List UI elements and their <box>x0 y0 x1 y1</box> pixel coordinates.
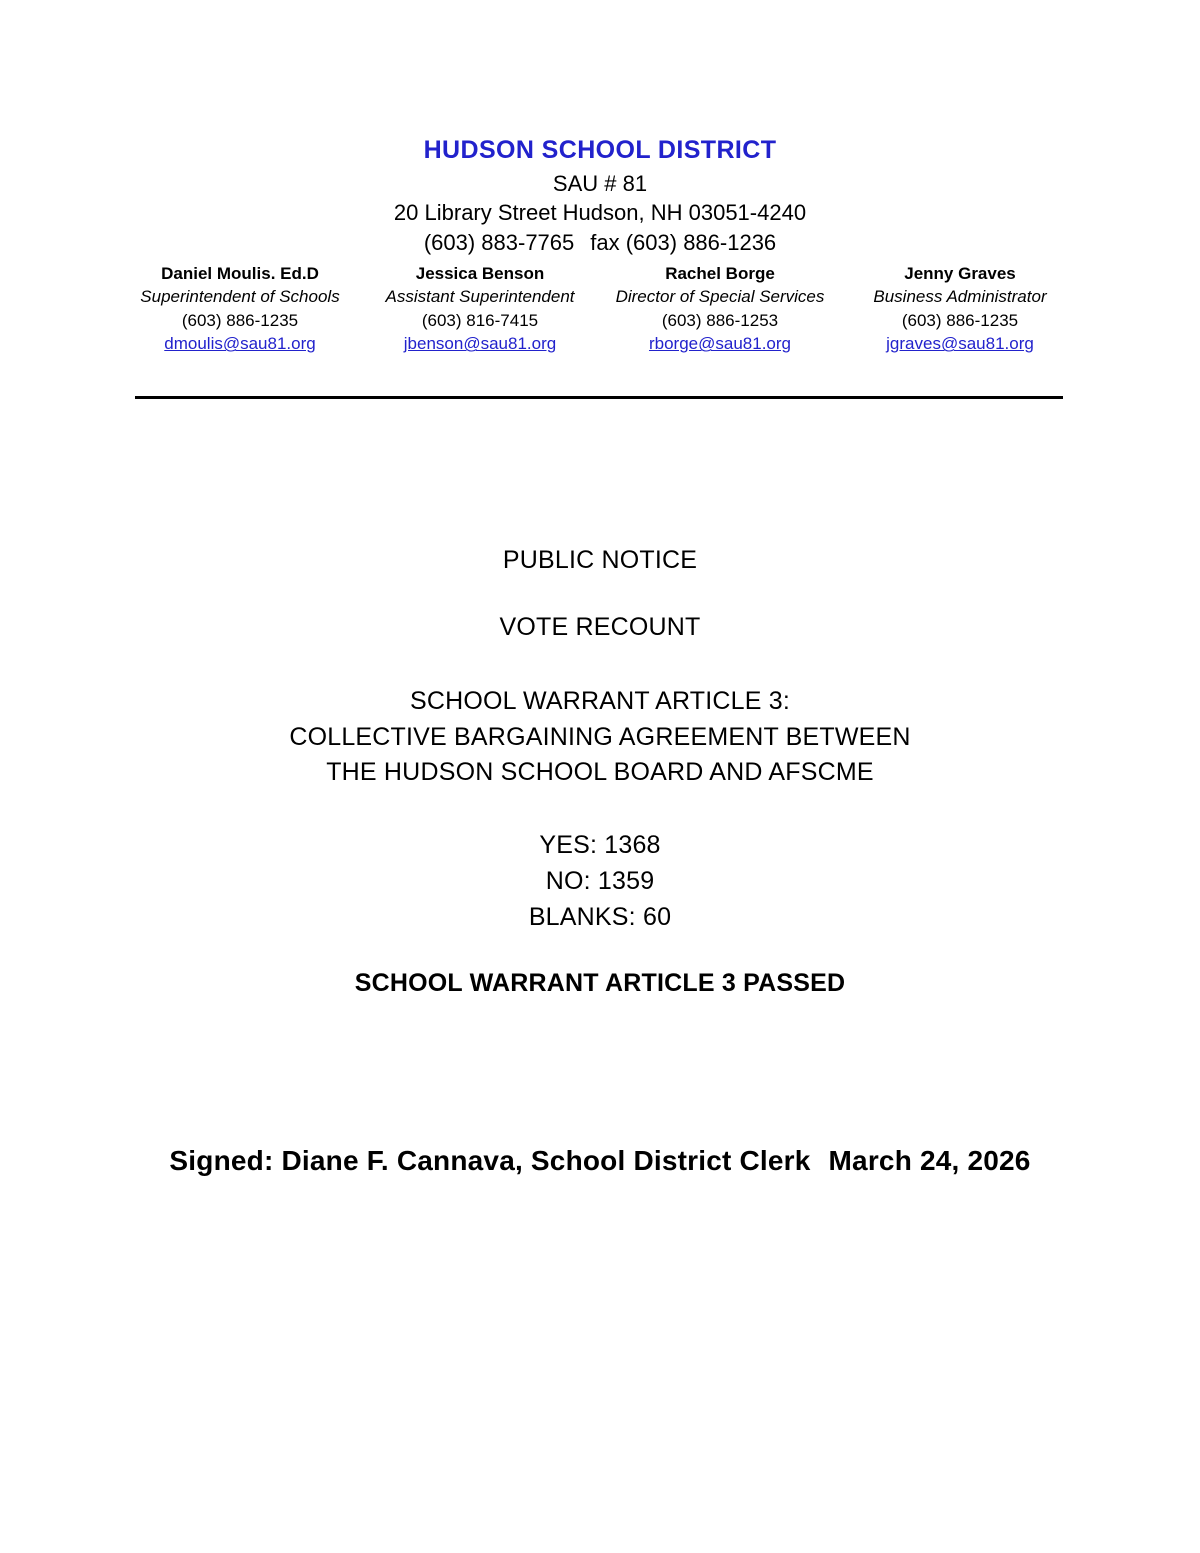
staff-name: Jessica Benson <box>415 264 545 283</box>
spacer <box>0 791 1200 827</box>
warrant-article-block <box>0 684 1200 791</box>
vote-tally-block <box>0 827 1200 935</box>
staff-title: Assistant Superintendent <box>385 287 575 307</box>
sau-number: SAU # 81 <box>552 171 648 196</box>
vote-result-status: SCHOOL WARRANT ARTICLE 3 PASSED <box>354 968 846 997</box>
district-phone: (603) 883-7765 <box>423 229 575 255</box>
staff-title: Director of Special Services <box>615 287 825 307</box>
district-contact-line <box>0 228 1200 257</box>
header-divider-rule <box>135 396 1063 399</box>
staff-column-business-administrator <box>840 262 1080 356</box>
notice-body <box>0 548 1200 998</box>
staff-phone: (603) 886-1235 <box>181 310 299 330</box>
staff-name: Daniel Moulis. Ed.D <box>161 264 319 283</box>
staff-email-link[interactable]: dmoulis@sau81.org <box>164 334 316 354</box>
vote-count-no: NO: 1359 <box>545 866 655 895</box>
staff-column-assistant-superintendent <box>360 262 600 356</box>
letterhead <box>0 138 1200 257</box>
signature-line <box>0 1145 1200 1177</box>
staff-name: Jenny Graves <box>904 264 1016 283</box>
warrant-article-line-2: COLLECTIVE BARGAINING AGREEMENT BETWEEN <box>289 722 911 751</box>
spacer <box>0 573 1200 615</box>
signatory-name-and-role: Signed: Diane F. Cannava, School District Clerk <box>169 1145 811 1176</box>
district-fax: fax (603) 886-1236 <box>590 229 777 255</box>
staff-title: Business Administrator <box>873 287 1047 307</box>
staff-title: Superintendent of Schools <box>140 287 340 307</box>
staff-phone: (603) 886-1235 <box>901 310 1019 330</box>
notice-subtitle: VOTE RECOUNT <box>499 613 701 641</box>
page-title: PUBLIC NOTICE <box>502 546 698 574</box>
spacer <box>0 640 1200 684</box>
staff-email-link[interactable]: jgraves@sau81.org <box>886 334 1034 354</box>
staff-contact-row <box>120 262 1080 356</box>
warrant-article-line-3: THE HUDSON SCHOOL BOARD AND AFSCME <box>326 758 874 786</box>
vote-count-blanks: BLANKS: 60 <box>528 902 672 931</box>
staff-column-special-services <box>600 262 840 356</box>
vote-count-yes: YES: 1368 <box>539 830 661 859</box>
signature-date: March 24, 2026 <box>828 1145 1031 1176</box>
staff-column-superintendent <box>120 262 360 356</box>
spacer <box>0 935 1200 969</box>
staff-phone: (603) 816-7415 <box>421 310 539 330</box>
staff-email-link[interactable]: rborge@sau81.org <box>648 334 791 354</box>
warrant-article-line-1: SCHOOL WARRANT ARTICLE 3: <box>409 687 791 715</box>
district-address: 20 Library Street Hudson, NH 03051-4240 <box>393 200 807 226</box>
district-name: HUDSON SCHOOL DISTRICT <box>423 136 777 164</box>
staff-email-link[interactable]: jbenson@sau81.org <box>403 334 557 354</box>
staff-phone: (603) 886-1253 <box>661 310 779 330</box>
staff-name: Rachel Borge <box>665 264 775 283</box>
